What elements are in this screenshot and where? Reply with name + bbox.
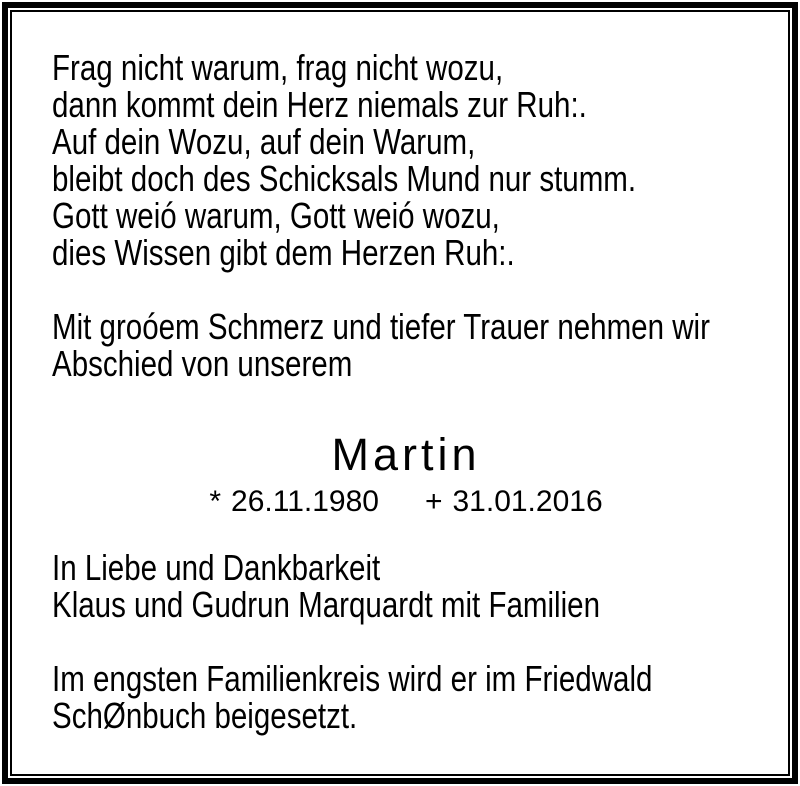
death-date-value: 31.01.2016 [452,485,603,518]
announcement-line: Mit groóem Schmerz und tiefer Trauer nehmen wir [52,306,710,347]
death-date [425,483,603,520]
poem-line: dann kommt dein Herz niemals zur Ruh:. [52,84,587,125]
poem-line: Gott weió warum, Gott weió wozu, [52,195,500,236]
announcement-line: Abschied von unserem [52,343,353,384]
birth-symbol: * [209,485,222,518]
announcement-text [52,306,710,384]
poem-line: dies Wissen gibt dem Herzen Ruh:. [52,232,515,273]
mourners-line: In Liebe und Dankbarkeit [52,547,381,588]
poem-line: bleibt doch des Schicksals Mund nur stumm. [52,158,637,199]
life-dates [52,483,760,520]
memorial-poem [52,47,637,273]
burial-line: Im engsten Familienkreis wird er im Friedwald [52,658,653,699]
poem-line: Auf dein Wozu, auf dein Warum, [52,121,476,162]
poem-line: Frag nicht warum, frag nicht wozu, [52,47,504,88]
burial-text [52,658,653,736]
death-symbol: + [424,485,443,518]
burial-line: SchØnbuch beigesetzt. [52,695,358,736]
deceased-name: Martin [331,429,481,480]
mourners-line: Klaus und Gudrun Marquardt mit Familien [52,584,601,625]
birth-date-value: 26.11.1980 [231,485,379,518]
mourners-text [52,549,633,623]
notice-content [12,12,788,774]
birth-date [209,483,379,520]
